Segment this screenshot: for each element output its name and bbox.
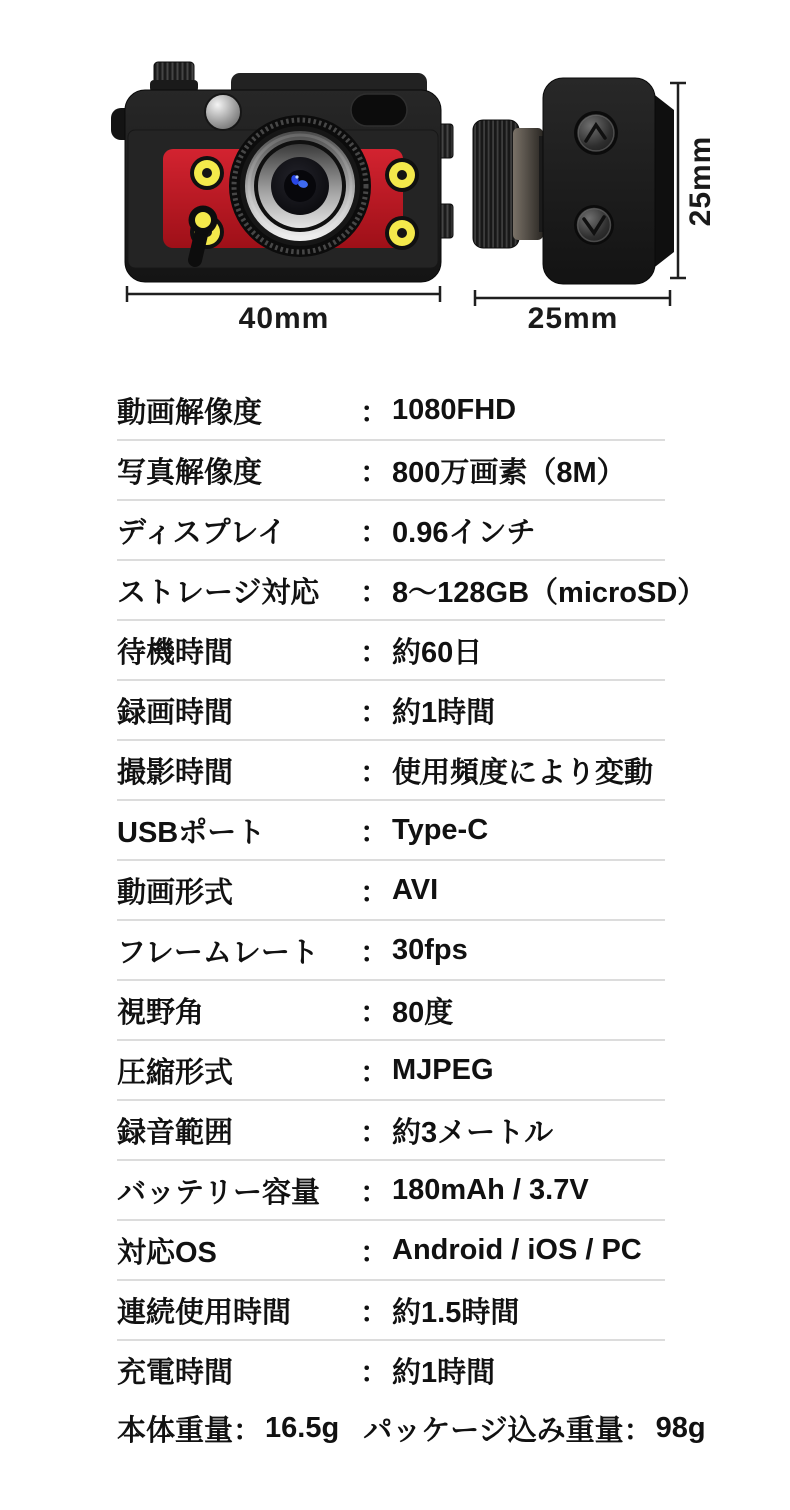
spec-colon: ： [360, 936, 390, 969]
camera-side-photo [455, 52, 695, 312]
spec-colon: ： [360, 1356, 390, 1389]
front-width-dimension-line [127, 286, 440, 302]
shutter-button [205, 94, 241, 130]
camera-side-body [543, 78, 655, 284]
spec-label: 動画解像度 [117, 396, 263, 429]
spec-label: フレームレート [117, 936, 319, 969]
spec-value: 180mAh / 3.7V [392, 1173, 589, 1206]
spec-colon: ： [360, 1236, 390, 1269]
spec-row [117, 499, 665, 559]
lens-barrel-side [473, 120, 549, 248]
spec-label: USBポート [117, 816, 266, 849]
weight-summary-row [117, 1399, 790, 1457]
spec-label: 視野角 [117, 996, 205, 1029]
spec-value: 約1時間 [392, 696, 496, 729]
spec-label: 待機時間 [117, 636, 234, 669]
spec-colon: ： [360, 576, 390, 609]
front-width-dimension-label: 40mm [238, 302, 330, 335]
spec-value: 使用頻度により変動 [392, 756, 654, 789]
spec-row [117, 559, 707, 619]
spec-label: 写真解像度 [117, 456, 263, 489]
spec-row [117, 919, 665, 979]
spec-row [117, 1159, 665, 1219]
spec-colon: ： [233, 1414, 263, 1447]
spec-rows [117, 381, 707, 1399]
viewfinder-window [351, 94, 407, 126]
down-button [574, 205, 614, 245]
winder-knob [150, 62, 198, 92]
spec-row [117, 1279, 665, 1339]
spec-row [117, 679, 665, 739]
spec-colon: ： [360, 636, 390, 669]
spec-colon: ： [360, 456, 390, 489]
spec-row [117, 859, 665, 919]
spec-label: パッケージ込み重量 [363, 1414, 624, 1447]
spec-colon: ： [360, 816, 390, 849]
spec-colon: ： [360, 516, 390, 549]
spec-table [117, 381, 707, 1399]
spec-value: 80度 [392, 996, 454, 1029]
up-button [574, 111, 618, 155]
spec-label: 本体重量 [117, 1414, 234, 1447]
spec-row [117, 1099, 665, 1159]
spec-row [117, 439, 665, 499]
spec-label: 動画形式 [117, 876, 234, 909]
spec-label: ディスプレイ [117, 516, 287, 549]
spec-row [117, 1339, 665, 1399]
spec-row [117, 979, 665, 1039]
spec-value: Type-C [392, 813, 489, 846]
camera-front-photo [105, 52, 455, 302]
spec-value: 30fps [392, 933, 468, 966]
spec-colon: ： [360, 1116, 390, 1149]
spec-value: 8〜128GB（microSD） [392, 576, 707, 609]
spec-label: ストレージ対応 [117, 576, 320, 609]
spec-value: 約60日 [392, 636, 483, 669]
spec-colon: ： [623, 1414, 653, 1447]
spec-value: MJPEG [392, 1053, 494, 1086]
spec-row [117, 1039, 665, 1099]
spec-label: 対応OS [117, 1236, 217, 1269]
spec-value: 98g [655, 1411, 706, 1444]
spec-row [117, 619, 665, 679]
spec-label: 圧縮形式 [117, 1056, 234, 1089]
spec-label: 録画時間 [117, 696, 234, 729]
package-weight [363, 1408, 705, 1449]
spec-row [117, 1219, 665, 1279]
spec-colon: ： [360, 1056, 390, 1089]
side-width-dimension-label: 25mm [527, 302, 619, 335]
spec-colon: ： [360, 1176, 390, 1209]
spec-label: 充電時間 [117, 1356, 234, 1389]
spec-colon: ： [360, 756, 390, 789]
spec-row [117, 739, 665, 799]
spec-label: 撮影時間 [117, 756, 234, 789]
side-height-dimension-label: 25mm [684, 135, 717, 227]
spec-value: AVI [392, 873, 439, 906]
spec-value: 約1.5時間 [392, 1296, 520, 1329]
spec-value: 16.5g [265, 1411, 340, 1444]
spec-label: バッテリー容量 [117, 1176, 321, 1209]
camera-lens [229, 115, 371, 257]
spec-label: 連続使用時間 [117, 1296, 292, 1329]
body-weight [117, 1408, 339, 1449]
spec-colon: ： [360, 696, 390, 729]
spec-label: 録音範囲 [117, 1116, 234, 1149]
spec-row [117, 381, 665, 439]
spec-row [117, 799, 665, 859]
spec-value: 800万画素（8M） [392, 456, 626, 489]
spec-colon: ： [360, 876, 390, 909]
product-images-section [0, 0, 790, 358]
spec-value: 1080FHD [392, 393, 517, 426]
spec-value: 約3メートル [392, 1116, 554, 1149]
spec-colon: ： [360, 996, 390, 1029]
spec-value: 0.96インチ [392, 516, 536, 549]
spec-colon: ： [360, 1296, 390, 1329]
spec-value: 約1時間 [392, 1356, 496, 1389]
spec-colon: ： [360, 396, 390, 429]
spec-value: Android / iOS / PC [392, 1233, 642, 1266]
